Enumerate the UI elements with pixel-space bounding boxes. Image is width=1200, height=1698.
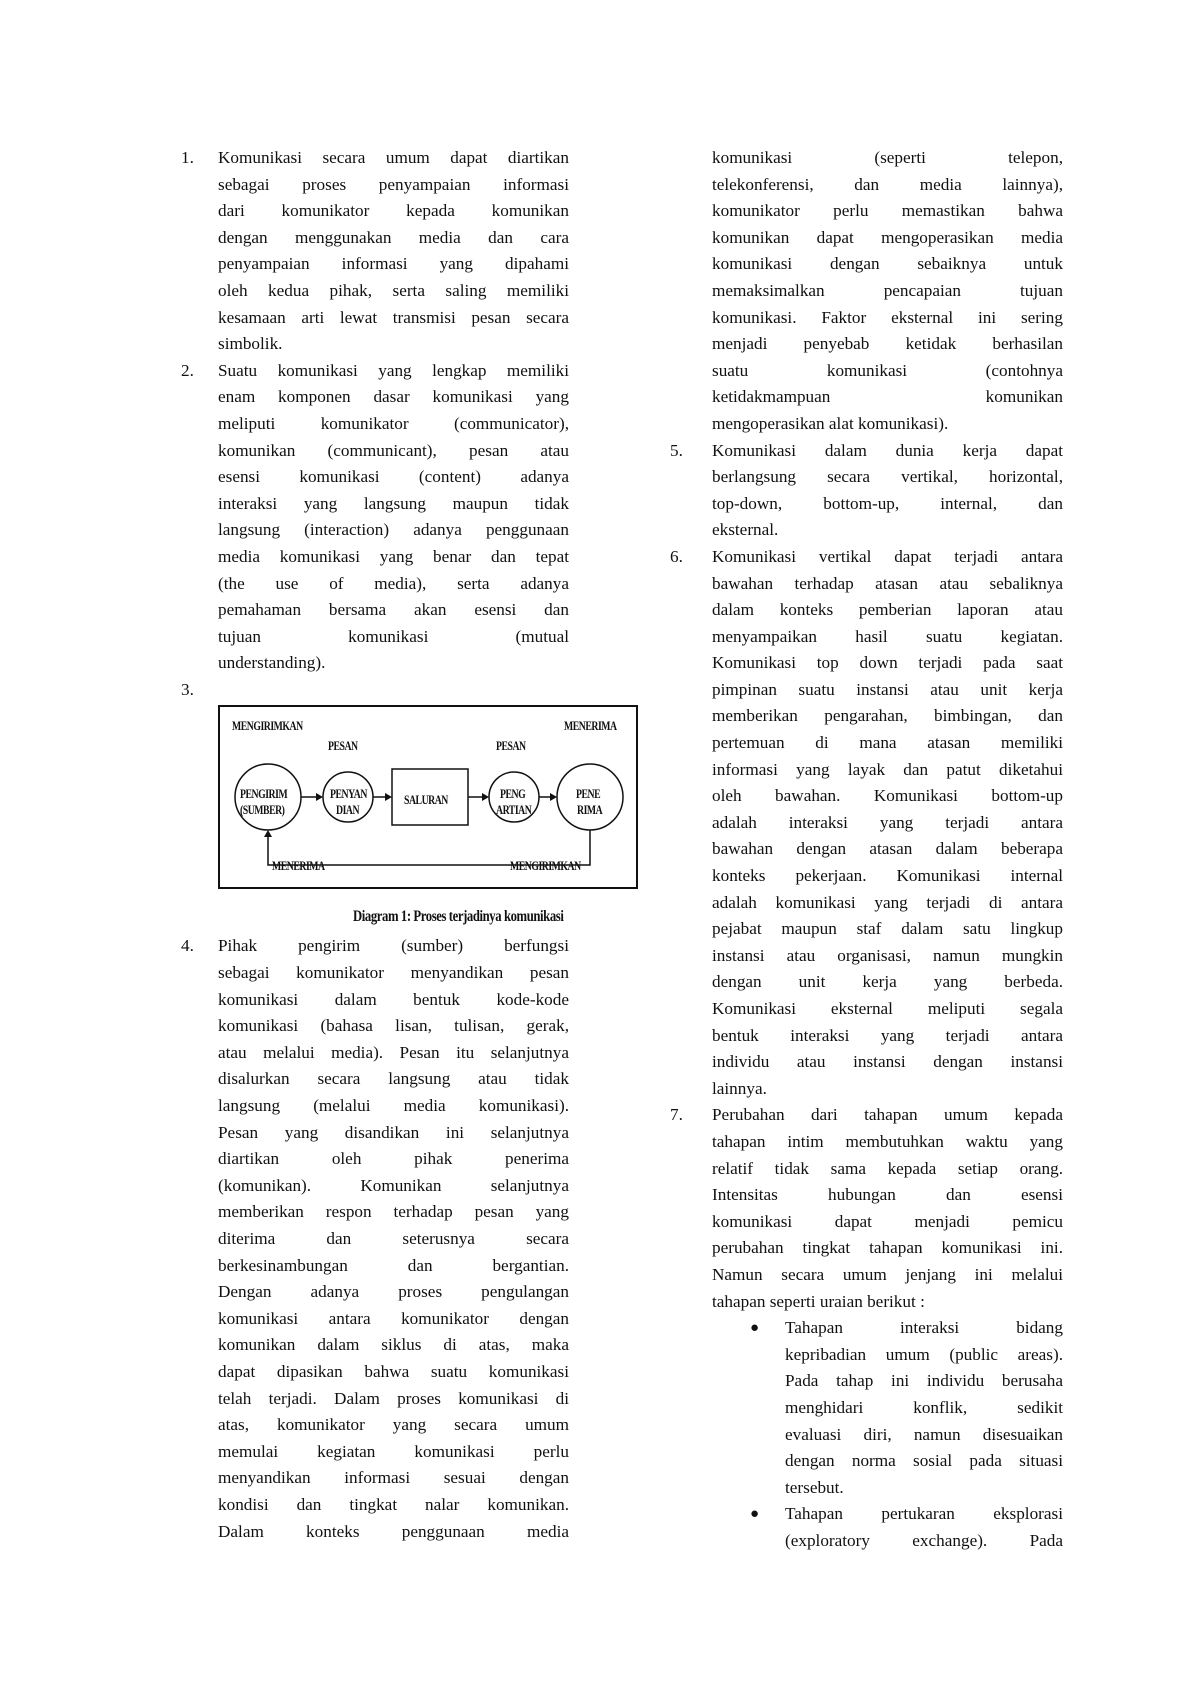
text-line: Komunikasi secara umum dapat diartikan bbox=[218, 148, 569, 167]
text-line: komunikan dalam siklus di atas, maka bbox=[218, 1335, 569, 1355]
text-line: Pihak pengirim (sumber) berfungsi bbox=[218, 936, 569, 956]
text-line: dengan norma sosial pada situasi bbox=[785, 1451, 1063, 1471]
bullet-dot-icon: ● bbox=[750, 1320, 760, 1337]
text-line: esensi komunikasi (content) adanya bbox=[218, 467, 569, 487]
diagram-label-mengirimkan: MENGIRIMKAN bbox=[232, 719, 303, 734]
left-column bbox=[181, 145, 617, 1545]
text-line: menyandikan informasi sesuai dengan bbox=[218, 1468, 569, 1488]
text-line: Namun secara umum jenjang ini melalui bbox=[712, 1264, 1063, 1284]
text-line: telah terjadi. Dalam proses komunikasi di bbox=[218, 1388, 569, 1408]
text-line: interaksi yang langsung maupun tidak bbox=[218, 493, 569, 513]
text-line: telekonferensi, dan media lainnya), bbox=[712, 174, 1063, 194]
node-penyandian-label: PENYAN bbox=[330, 787, 367, 802]
text-line: langsung (interaction) adanya penggunaan bbox=[218, 520, 569, 540]
text-line: komunikasi (seperti telepon, bbox=[712, 148, 1063, 167]
text-line: bawahan terhadap atasan atau sebaliknya bbox=[712, 573, 1063, 593]
node-penerima-label: PENE bbox=[576, 787, 601, 802]
text-line: diartikan oleh pihak penerima bbox=[218, 1149, 569, 1169]
diagram-label-menerima-bottom: MENERIMA bbox=[272, 859, 325, 874]
text-line: memberikan pengarahan, bimbingan, dan bbox=[712, 706, 1063, 726]
text-line: informasi yang layak dan patut diketahui bbox=[712, 759, 1063, 779]
list-item-4 bbox=[181, 933, 569, 1545]
text-line: tujuan komunikasi (mutual bbox=[218, 626, 569, 646]
text-line: atas, komunikator yang secara umum bbox=[218, 1415, 569, 1435]
text-line: simbolik. bbox=[218, 334, 283, 354]
text-line: meliputi komunikator (communicator), bbox=[218, 413, 569, 433]
text-line: suatu komunikasi (contohnya bbox=[712, 360, 1063, 380]
list-item-3 bbox=[181, 677, 569, 704]
node-pengartian-label: PENG bbox=[500, 787, 526, 802]
node-penyandian-label: DIAN bbox=[336, 803, 360, 818]
node-saluran-label: SALURAN bbox=[404, 793, 448, 808]
list-item-6 bbox=[670, 544, 1063, 1102]
text-line: komunikasi (bahasa lisan, tulisan, gerak, bbox=[218, 1016, 569, 1036]
text-line: evaluasi diri, namun disesuaikan bbox=[785, 1424, 1063, 1444]
text-line: kesamaan arti lewat transmisi pesan secara bbox=[218, 307, 569, 327]
bullet-item-2 bbox=[750, 1501, 1063, 1554]
text-line: komunikasi. Faktor eksternal ini sering bbox=[712, 307, 1063, 327]
text-line: komunikasi dalam bentuk kode-kode bbox=[218, 989, 569, 1009]
text-line: adalah interaksi yang terjadi antara bbox=[712, 812, 1063, 832]
text-line: berlangsung secara vertikal, horizontal, bbox=[712, 467, 1063, 487]
paragraph bbox=[218, 145, 569, 358]
text-line: dari komunikator kepada komunikan bbox=[218, 201, 569, 221]
text-line: (komunikan). Komunikan selanjutnya bbox=[218, 1175, 569, 1195]
list-number: 7. bbox=[670, 1105, 683, 1125]
paragraph bbox=[218, 358, 569, 677]
text-line: komunikasi antara komunikator dengan bbox=[218, 1308, 569, 1328]
text-line: media komunikasi yang benar dan tepat bbox=[218, 546, 569, 566]
list-number: 4. bbox=[181, 936, 194, 956]
text-line: perubahan tingkat tahapan komunikasi ini. bbox=[712, 1238, 1063, 1258]
text-line: komunikator perlu memastikan bahwa bbox=[712, 201, 1063, 221]
text-line: adalah komunikasi yang terjadi di antara bbox=[712, 892, 1063, 912]
text-line: komunikasi dapat menjadi pemicu bbox=[712, 1211, 1063, 1231]
text-line: Komunikasi vertikal dapat terjadi antara bbox=[712, 546, 1063, 566]
text-line: Tahapan pertukaran eksplorasi bbox=[785, 1504, 1063, 1524]
text-line: kepribadian umum (public areas). bbox=[785, 1344, 1063, 1364]
text-line: sebagai komunikator menyandikan pesan bbox=[218, 963, 569, 983]
text-line: kondisi dan tingkat nalar komunikan. bbox=[218, 1494, 569, 1514]
right-column bbox=[670, 145, 1063, 1554]
text-line: disalurkan secara langsung atau tidak bbox=[218, 1069, 569, 1089]
text-line: Intensitas hubungan dan esensi bbox=[712, 1185, 1063, 1205]
text-line: komunikan (communicant), pesan atau bbox=[218, 440, 569, 460]
text-line: memulai kegiatan komunikasi perlu bbox=[218, 1441, 569, 1461]
arrow-head bbox=[550, 793, 557, 801]
text-line: bawahan dengan atasan dalam beberapa bbox=[712, 839, 1063, 859]
node-penerima-label: RIMA bbox=[577, 803, 603, 818]
text-line: bentuk interaksi yang terjadi antara bbox=[712, 1025, 1063, 1045]
item-4-continued bbox=[670, 145, 1063, 438]
text-line: pimpinan suatu instansi atau unit kerja bbox=[712, 679, 1063, 699]
text-line: enam komponen dasar komunikasi yang bbox=[218, 387, 569, 407]
text-line: Pada tahap ini individu berusaha bbox=[785, 1371, 1063, 1391]
diagram-label-pesan: PESAN bbox=[496, 739, 526, 754]
node-pengirim-label: (SUMBER) bbox=[240, 803, 285, 818]
list-item-7 bbox=[670, 1102, 1063, 1315]
text-line: tahapan seperti uraian berikut : bbox=[712, 1291, 925, 1311]
list-item-2 bbox=[181, 358, 569, 677]
text-line: tahapan intim membutuhkan waktu yang bbox=[712, 1131, 1063, 1151]
text-line: (exploratory exchange). Pada bbox=[785, 1530, 1063, 1550]
text-line: memaksimalkan pencapaian tujuan bbox=[712, 280, 1063, 300]
text-line: langsung (melalui media komunikasi). bbox=[218, 1096, 569, 1116]
text-line: Dengan adanya proses pengulangan bbox=[218, 1282, 569, 1302]
list-item-1 bbox=[181, 145, 569, 358]
text-line: (the use of media), serta adanya bbox=[218, 573, 569, 593]
text-line: dengan unit kerja yang berbeda. bbox=[712, 972, 1063, 992]
text-line: oleh bawahan. Komunikasi bottom-up bbox=[712, 786, 1063, 806]
text-line: oleh kedua pihak, serta saling memiliki bbox=[218, 280, 569, 300]
list-number: 2. bbox=[181, 360, 194, 380]
text-line: berkesinambungan dan bergantian. bbox=[218, 1255, 569, 1275]
text-line: instansi atau organisasi, namun mungkin bbox=[712, 945, 1063, 965]
text-line: komunikan dapat mengoperasikan media bbox=[712, 227, 1063, 247]
communication-diagram bbox=[218, 705, 617, 933]
text-line: pemahaman bersama akan esensi dan bbox=[218, 600, 569, 620]
bullet-item-1 bbox=[750, 1315, 1063, 1501]
list-number: 6. bbox=[670, 546, 683, 566]
text-line: relatif tidak sama kepada setiap orang. bbox=[712, 1158, 1063, 1178]
text-line: menjadi penyebab ketidak berhasilan bbox=[712, 334, 1063, 354]
text-line: dengan menggunakan media dan cara bbox=[218, 227, 569, 247]
text-line: memberikan respon terhadap pesan yang bbox=[218, 1202, 569, 1222]
text-line: tersebut. bbox=[785, 1477, 844, 1497]
text-line: lainnya. bbox=[712, 1078, 767, 1098]
text-line: top-down, bottom-up, internal, dan bbox=[712, 493, 1063, 513]
text-line: Dalam konteks penggunaan media bbox=[218, 1521, 569, 1541]
text-line: eksternal. bbox=[712, 520, 779, 540]
text-line: pertemuan di mana atasan memiliki bbox=[712, 733, 1063, 753]
text-line: penyampaian informasi yang dipahami bbox=[218, 254, 569, 274]
list-item-5 bbox=[670, 438, 1063, 544]
arrow-head bbox=[316, 793, 323, 801]
diagram-label-menerima: MENERIMA bbox=[564, 719, 617, 734]
text-line: pejabat maupun staf dalam satu lingkup bbox=[712, 919, 1063, 939]
text-line: Komunikasi dalam dunia kerja dapat bbox=[712, 440, 1063, 460]
bullet-dot-icon: ● bbox=[750, 1506, 760, 1523]
node-pengirim-label: PENGIRIM bbox=[240, 787, 288, 802]
text-line: diterima dan seterusnya secara bbox=[218, 1229, 569, 1248]
node-pengartian-label: ARTIAN bbox=[496, 803, 532, 818]
text-line: ketidakmampuan komunikan bbox=[712, 387, 1063, 407]
text-line: Tahapan interaksi bidang bbox=[785, 1318, 1063, 1338]
text-line: Komunikasi eksternal meliputi segala bbox=[712, 999, 1063, 1018]
text-line: dalam konteks pemberian laporan atau bbox=[712, 600, 1063, 620]
text-line: menyampaikan hasil suatu kegiatan. bbox=[712, 626, 1063, 646]
text-line: Komunikasi top down terjadi pada saat bbox=[712, 653, 1063, 673]
text-line: dapat dipasikan bahwa suatu komunikasi bbox=[218, 1361, 569, 1381]
arrow-head bbox=[264, 830, 272, 837]
list-number: 3. bbox=[181, 679, 194, 699]
text-line: menghidari konflik, sedikit bbox=[785, 1397, 1063, 1417]
bullet-list bbox=[670, 1315, 1063, 1554]
text-line: sebagai proses penyampaian informasi bbox=[218, 174, 569, 194]
text-line: komunikasi dengan sebaiknya untuk bbox=[712, 254, 1063, 274]
list-number: 5. bbox=[670, 440, 683, 460]
paragraph bbox=[218, 933, 569, 1545]
list-number: 1. bbox=[181, 148, 194, 167]
text-line: mengoperasikan alat komunikasi). bbox=[712, 413, 949, 433]
text-line: Pesan yang disandikan ini selanjutnya bbox=[218, 1122, 569, 1142]
arrow-head bbox=[482, 793, 489, 801]
arrow-head bbox=[385, 793, 392, 801]
diagram-label-mengirimkan-bottom: MENGIRIMKAN bbox=[510, 859, 581, 874]
text-line: atau melalui media). Pesan itu selanjutnya bbox=[218, 1042, 569, 1062]
diagram-frame bbox=[218, 705, 638, 889]
diagram-label-pesan: PESAN bbox=[328, 739, 358, 754]
text-line: individu atau instansi dengan instansi bbox=[712, 1052, 1063, 1072]
text-line: understanding). bbox=[218, 653, 326, 673]
diagram-caption: Diagram 1: Proses terjadinya komunikasi bbox=[353, 908, 564, 926]
text-line: Perubahan dari tahapan umum kepada bbox=[712, 1105, 1063, 1125]
text-line: Suatu komunikasi yang lengkap memiliki bbox=[218, 360, 569, 380]
text-line: konteks pekerjaan. Komunikasi internal bbox=[712, 866, 1063, 886]
